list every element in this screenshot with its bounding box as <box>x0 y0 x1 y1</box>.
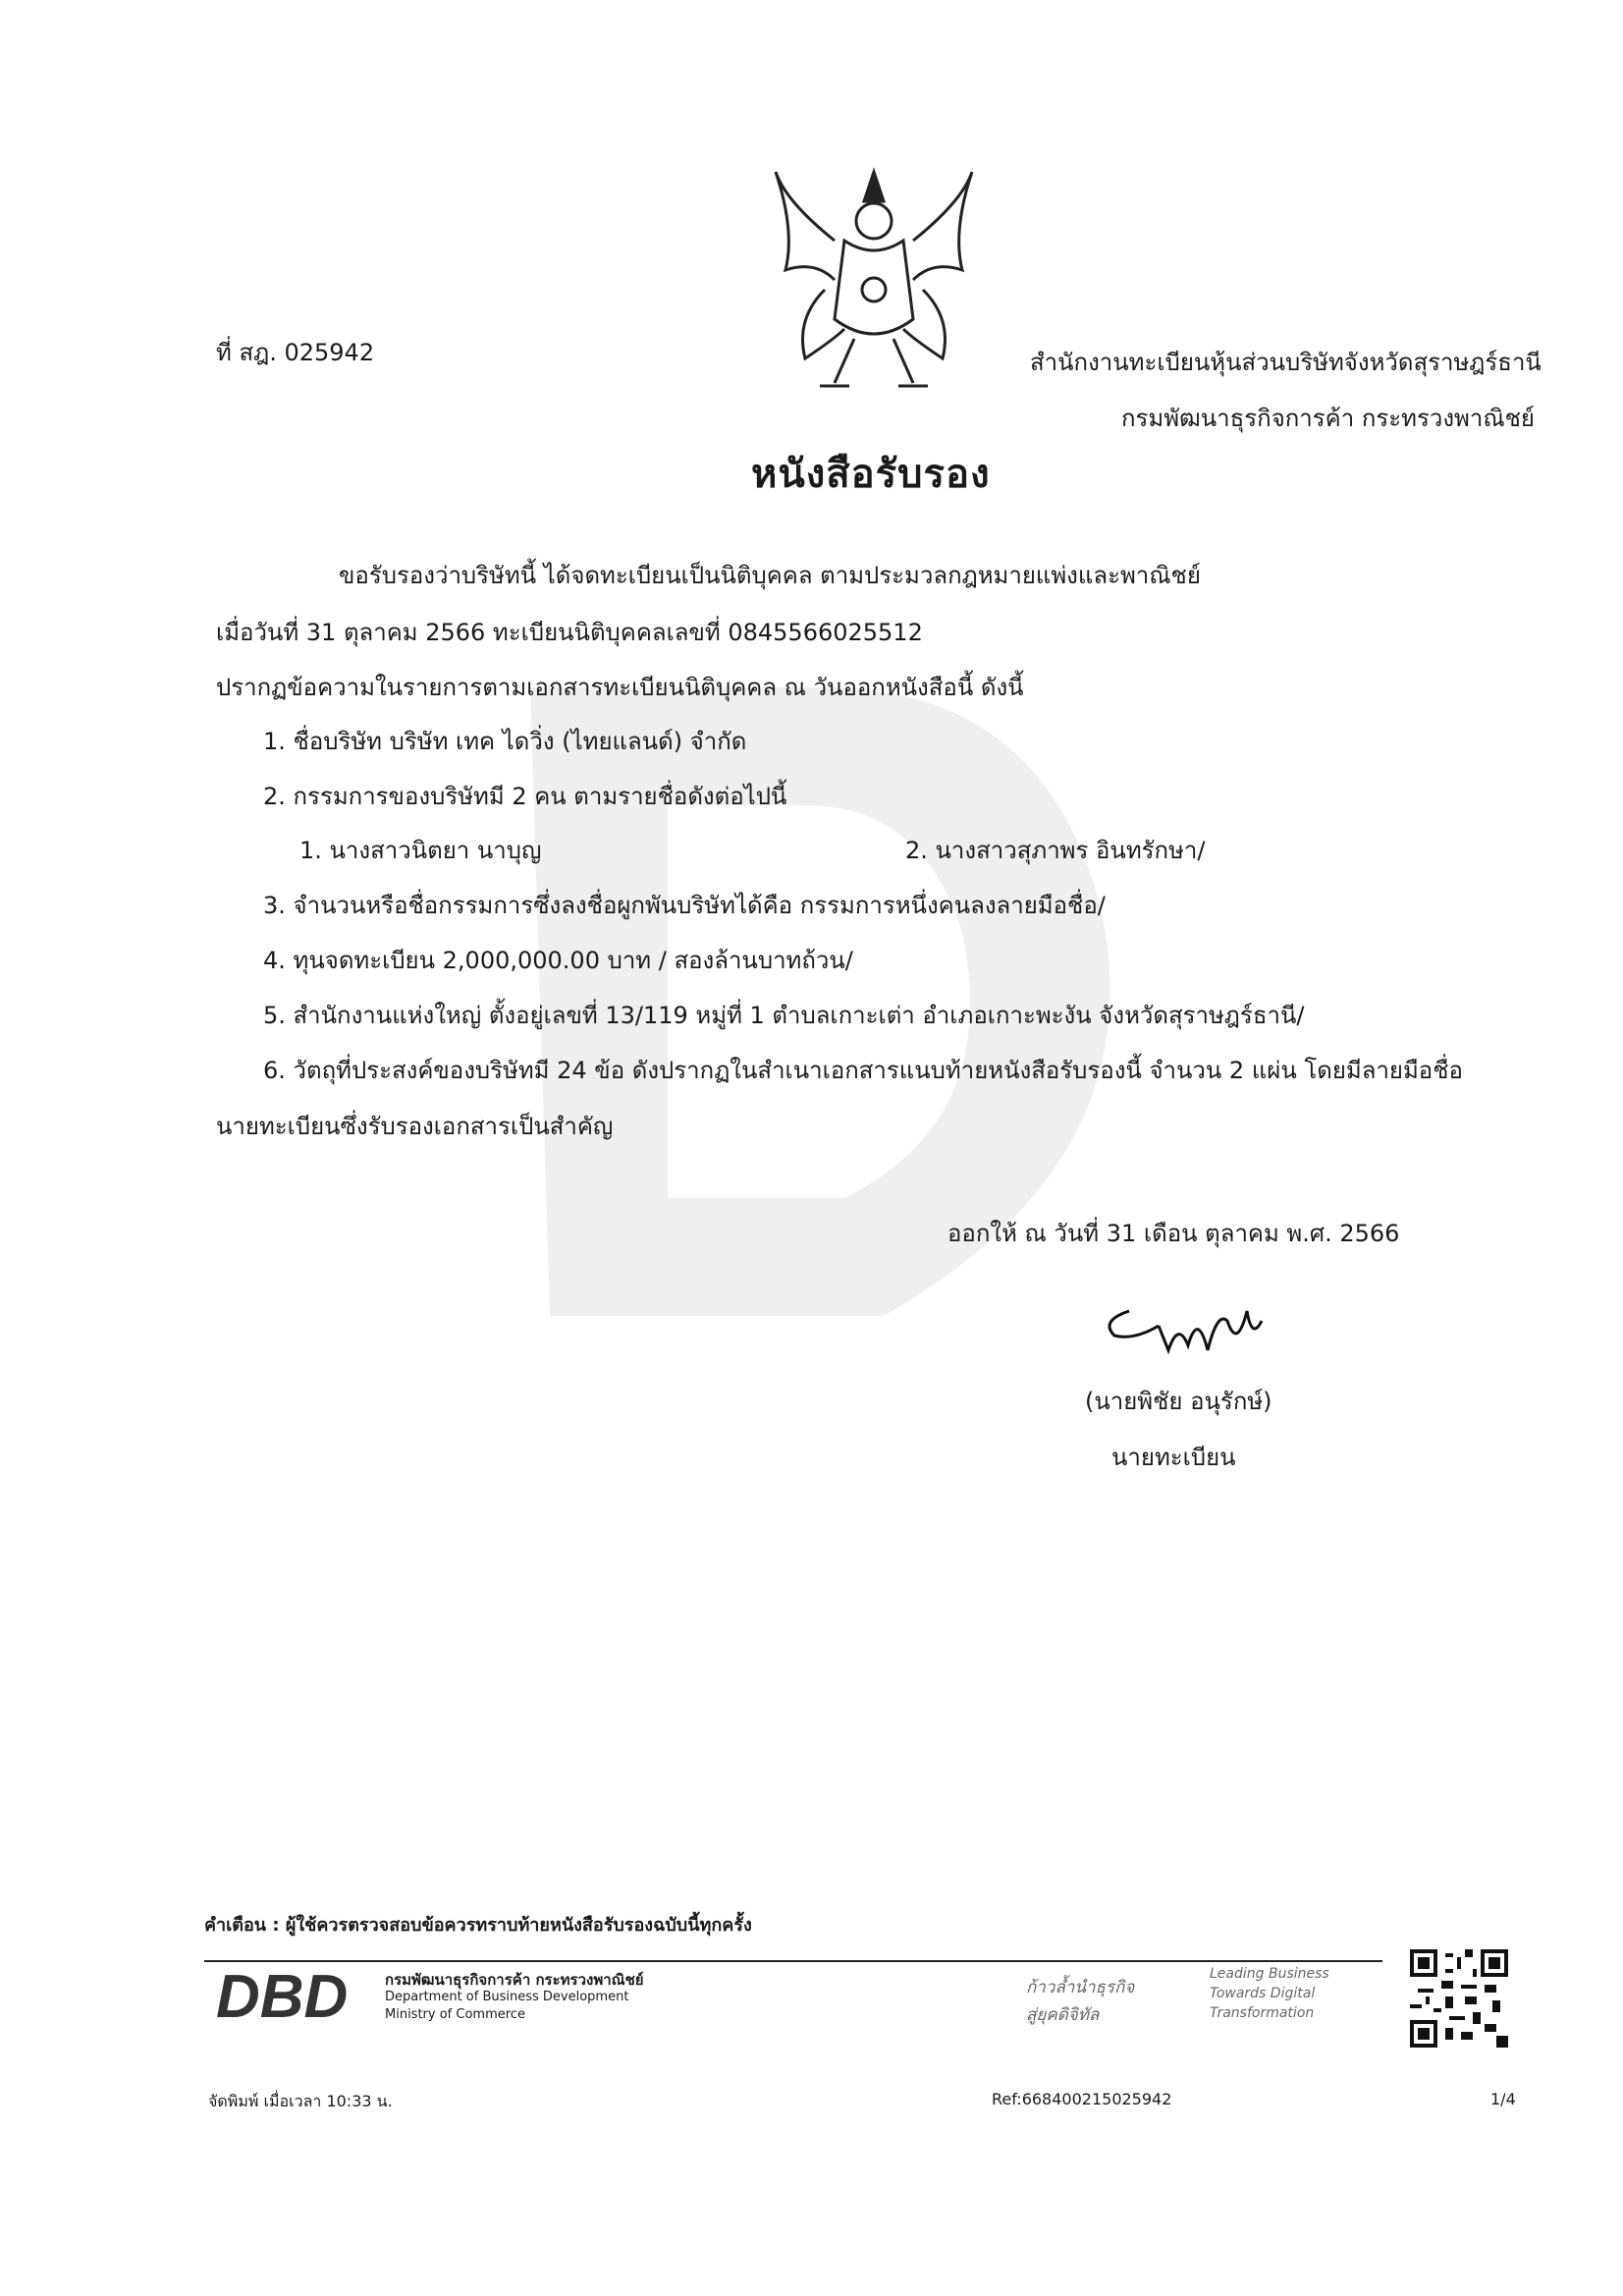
footer-dept-th: กรมพัฒนาธุรกิจการค้า กระทรวงพาณิชย์ <box>385 1971 644 1989</box>
item-objectives-cont: นายทะเบียนซึ่งรับรองเอกสารเป็นสำคัญ <box>216 1113 614 1140</box>
garuda-emblem-icon <box>766 162 982 398</box>
slogan-en-2: Towards Digital <box>1210 1986 1316 2001</box>
reference-number: Ref:668400215025942 <box>992 2090 1172 2108</box>
item-company-name: 1. ชื่อบริษัท บริษัท เทค ไดวิ่ง (ไทยแลนด์) จำกัด <box>263 728 747 755</box>
document-number: ที่ สฎ. 025942 <box>216 339 375 366</box>
svg-text:DBD: DBD <box>216 1964 349 2025</box>
department-ministry: กรมพัฒนาธุรกิจการค้า กระทรวงพาณิชย์ <box>1121 405 1535 432</box>
item-objectives: 6. วัตถุที่ประสงค์ของบริษัทมี 24 ข้อ ดังปรากฏในสำเนาเอกสารแนบท้ายหนังสือรับรองนี้ จำนวน 2 แผ่น โดยมีลายมือชื่อ <box>263 1057 1463 1084</box>
footer-divider <box>204 1960 1382 1962</box>
director-1: 1. นางสาวนิตยา นาบุญ <box>299 837 542 864</box>
qr-code-icon <box>1410 1949 1508 2048</box>
item-registered-capital: 4. ทุนจดทะเบียน 2,000,000.00 บาท / สองล้านบาทถ้วน/ <box>263 947 853 974</box>
item-head-office: 5. สำนักงานแห่งใหญ่ ตั้งอยู่เลขที่ 13/119 หมู่ที่ 1 ตำบลเกาะเต่า อำเภอเกาะพะงัน จังหวัดสุราษฎร์ธานี/ <box>263 1002 1305 1029</box>
item-signing-authority: 3. จำนวนหรือชื่อกรรมการซึ่งลงชื่อผูกพันบริษัทได้คือ กรรมการหนึ่งคนลงลายมือชื่อ/ <box>263 892 1106 919</box>
footer-dept-en: Department of Business Development <box>385 1990 629 2004</box>
slogan-en-1: Leading Business <box>1210 1966 1329 1982</box>
issue-date: ออกให้ ณ วันที่ 31 เดือน ตุลาคม พ.ศ. 2566 <box>947 1220 1400 1247</box>
signature-icon <box>1090 1282 1286 1370</box>
footer-warning: คำเตือน : ผู้ใช้ควรตรวจสอบข้อควรทราบท้ายหนังสือรับรองฉบับนี้ทุกครั้ง <box>204 1915 752 1936</box>
page-number: 1/4 <box>1490 2090 1516 2108</box>
slogan-th-1: ก้าวล้ำนำธุรกิจ <box>1026 1978 1135 1997</box>
slogan-th-2: สู่ยุคดิจิทัล <box>1026 2005 1100 2025</box>
director-2: 2. นางสาวสุภาพร อินทรักษา/ <box>905 837 1206 864</box>
intro-line-1: ขอรับรองว่าบริษัทนี้ ได้จดทะเบียนเป็นนิติบุคคล ตามประมวลกฎหมายแพ่งและพาณิชย์ <box>339 562 1201 589</box>
office-name: สำนักงานทะเบียนหุ้นส่วนบริษัทจังหวัดสุราษฎร์ธานี <box>1030 349 1542 376</box>
print-time: จัดพิมพ์ เมื่อเวลา 10:33 น. <box>208 2092 393 2110</box>
dbd-logo-icon <box>216 1964 373 2025</box>
intro-line-3: ปรากฏข้อความในรายการตามเอกสารทะเบียนนิติบุคคล ณ วันออกหนังสือนี้ ดังนี้ <box>216 674 1024 701</box>
intro-line-2: เมื่อวันที่ 31 ตุลาคม 2566 ทะเบียนนิติบุคคลเลขที่ 0845566025512 <box>216 619 923 646</box>
signer-title: นายทะเบียน <box>1111 1444 1236 1471</box>
item-directors: 2. กรรมการของบริษัทมี 2 คน ตามรายชื่อดังต่อไปนี้ <box>263 783 787 810</box>
page-title: หนังสือรับรอง <box>751 452 991 497</box>
slogan-en-3: Transformation <box>1210 2005 1315 2021</box>
footer-ministry-en: Ministry of Commerce <box>385 2007 525 2022</box>
signer-name: (นายพิชัย อนุรักษ์) <box>1085 1388 1272 1415</box>
